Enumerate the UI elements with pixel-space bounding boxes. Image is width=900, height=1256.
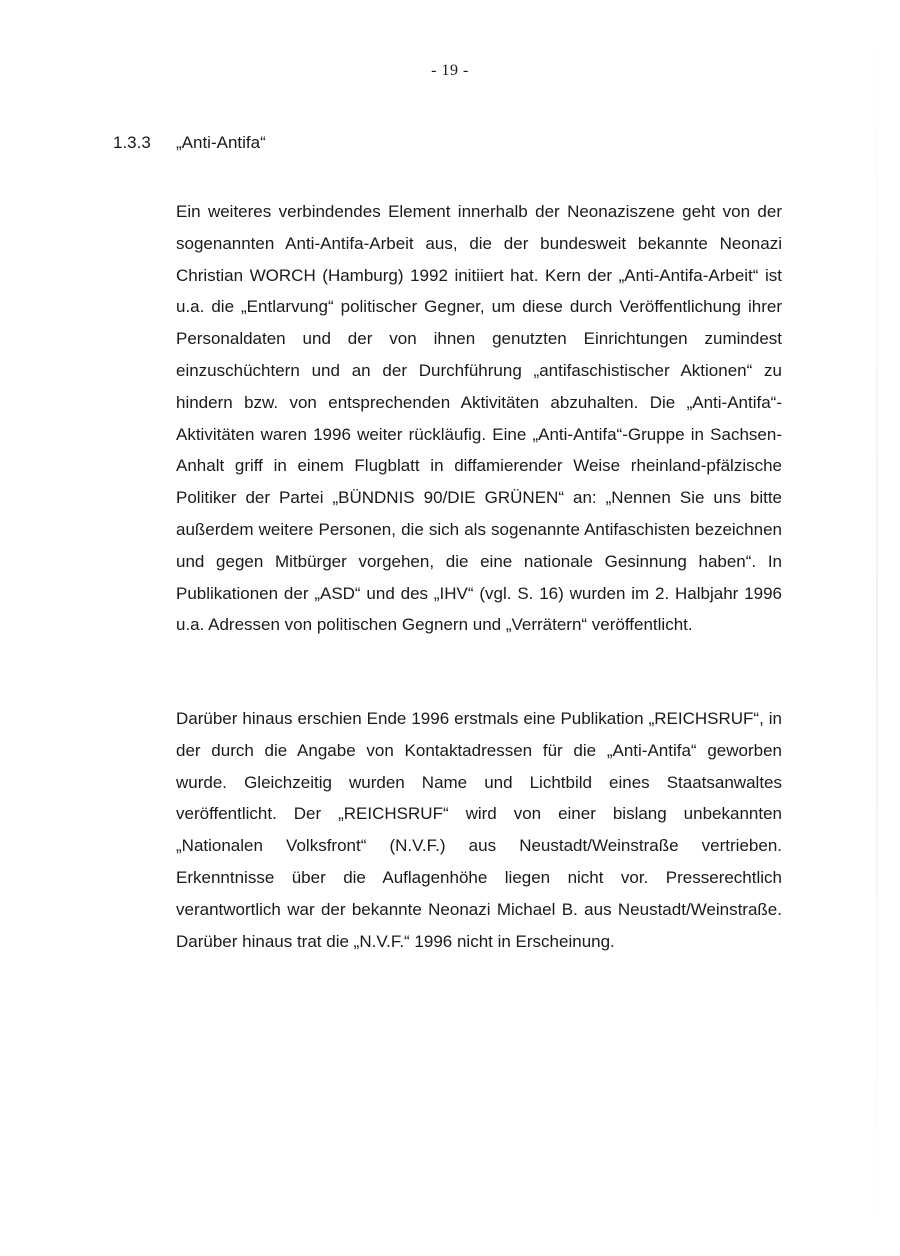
scan-edge-shadow: [876, 30, 878, 1230]
section-title: „Anti-Antifa“: [176, 133, 266, 152]
section-heading: [113, 133, 266, 153]
paragraph-reichsruf: Darüber hinaus erschien Ende 1996 erstmals eine Publikation „REICHSRUF“, in der durch die Angabe von Kontaktadressen für die „Anti-Antifa“ geworben wurde. Gleichzeitig wurden Name und Lichtbild eines Staatsanwaltes veröffentlicht. Der „REICHSRUF“ wird von einer bislang unbekannten „Nationalen Volksfront“ (N.V.F.) aus Neustadt/Weinstraße vertrieben. Erkenntnisse über die Auflagenhöhe liegen nicht vor. Presserechtlich verantwortlich war der bekannte Neonazi Michael B. aus Neustadt/Weinstraße. Darüber hinaus trat die „N.V.F.“ 1996 nicht in Erscheinung.: [176, 709, 782, 951]
paragraph-anti-antifa-arbeit: Ein weiteres verbindendes Element innerhalb der Neonaziszene geht von der sogenannten Anti-Antifa-Arbeit aus, die der bundesweit bekannte Neonazi Christian WORCH (Hamburg) 1992 initiiert hat. Kern der „Anti-Antifa-Arbeit“ ist u.a. die „Entlarvung“ politischer Gegner, um diese durch Veröffentlichung ihrer Personaldaten und der von ihnen genutzten Einrichtungen zumindest einzuschüchtern und an der Durchführung „antifaschistischer Aktionen“ zu hindern bzw. von entsprechenden Aktivitäten abzuhalten. Die „Anti-Antifa“-Aktivitäten waren 1996 weiter rückläufig. Eine „Anti-Antifa“-Gruppe in Sachsen-Anhalt griff in einem Flugblatt in diffamierender Weise rheinland-pfälzische Politiker der Partei „BÜNDNIS 90/DIE GRÜNEN“ an: „Nennen Sie uns bitte außerdem weitere Personen, die sich als sogenannte Antifaschisten bezeichnen und gegen Mitbürger vorgehen, die eine nationale Gesinnung haben“. In Publikationen der „ASD“ und des „IHV“ (vgl. S. 16) wurden im 2. Halbjahr 1996 u.a. Adressen von politischen Gegnern und „Verrätern“ veröffentlicht.: [176, 202, 782, 635]
section-number: 1.3.3: [113, 133, 151, 152]
page-number: - 19 -: [431, 62, 469, 79]
